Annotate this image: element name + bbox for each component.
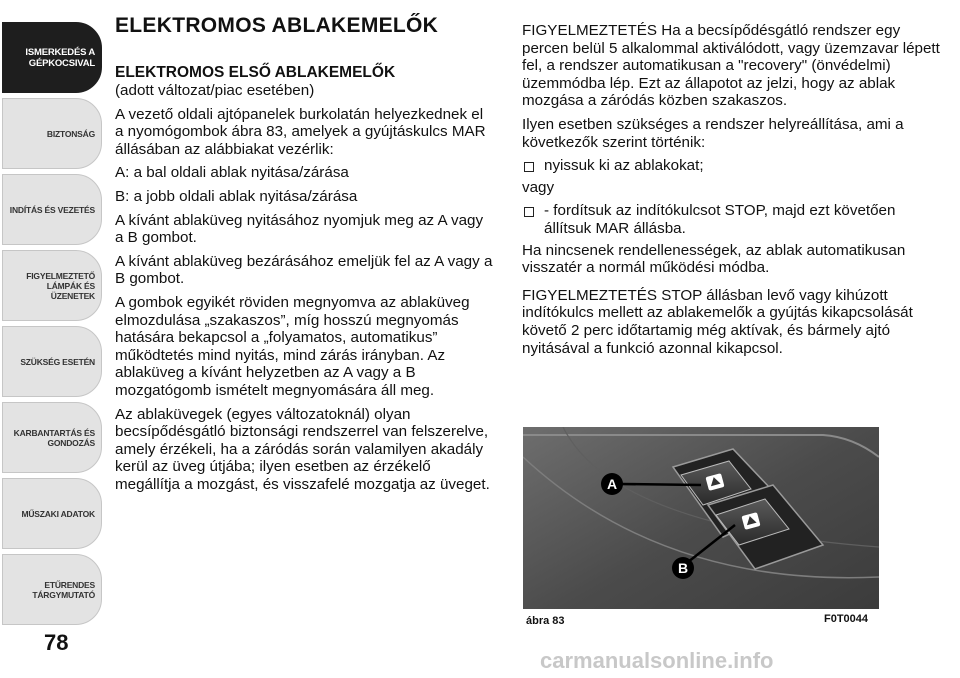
tab-targymutato[interactable]: ETŰRENDES TÁRGYMUTATÓ <box>2 554 102 625</box>
warning-paragraph: FIGYELMEZTETÉS STOP állásban levő vagy kihúzott indítókulcs mellett az ablakemelők a gyújtás kikapcsolását követő 2 perc időtartamig még aktívak, és bármely ajtó nyitásával a funkció azonnal kikapcsol. <box>522 286 913 357</box>
tab-inditas[interactable]: INDÍTÁS ÉS VEZETÉS <box>2 174 102 245</box>
paragraph: Ilyen esetben szükséges a rendszer helyreállítása, ami a következők szerint történik: <box>522 115 904 151</box>
tab-muszaki[interactable]: MŰSZAKI ADATOK <box>2 478 102 549</box>
checkbox-bullet-icon <box>524 162 534 172</box>
tab-szukseg[interactable]: SZÜKSÉG ESETÉN <box>2 326 102 397</box>
tab-biztonsag[interactable]: BIZTONSÁG <box>2 98 102 169</box>
figure-caption: ábra 83 <box>526 615 565 627</box>
paragraph: Ha nincsenek rendellenességek, az ablak automatikusan visszatér a normál működési módba. <box>522 241 906 277</box>
paragraph: A kívánt ablaküveg nyitásához nyomjuk meg az A vagy a B gombot. <box>115 211 484 247</box>
watermark: carmanualsonline.info <box>540 648 774 673</box>
paragraph: A: a bal oldali ablak nyitása/zárása <box>115 164 349 182</box>
subsection-title: ELEKTROMOS ELSŐ ABLAKEMELŐK <box>115 64 396 81</box>
chapter-sidebar <box>2 22 104 629</box>
list-item: - fordítsuk az indítókulcsot STOP, majd ezt követően állítsuk MAR állásba. <box>522 202 942 237</box>
paragraph: A vezető oldali ajtópanelek burkolatán helyezkednek el a nyomógombok ábra 83, amelyek a gyújtáskulcs MAR állásában az alábbiakat vezérlik: <box>115 105 486 158</box>
right-column <box>522 22 942 363</box>
paragraph: vagy <box>522 178 555 196</box>
svg-text:B: B <box>677 560 689 576</box>
tab-figyelmezteto[interactable]: FIGYELMEZTETŐ LÁMPÁK ÉS ÜZENETEK <box>2 250 102 321</box>
paragraph: A gombok egyikét röviden megnyomva az ablaküveg elmozdulása „szakaszos”, míg hosszú megnyomás hatására bekapcsol a „folyamatos, automatikus” működtetés mind nyitás, mind zárás irányban. Az ablaküveg a kívánt helyzetben az A vagy a B mozgatógomb ismételt megnyomására áll meg. <box>115 293 470 399</box>
figure-code: F0T0044 <box>824 613 869 625</box>
paragraph: A kívánt ablaküveg bezárásához emeljük fel az A vagy a B gombot. <box>115 252 493 288</box>
window-switch-figure <box>523 427 879 629</box>
tab-karbantartas[interactable]: KARBANTARTÁS ÉS GONDOZÁS <box>2 402 102 473</box>
list-item: nyissuk ki az ablakokat; <box>522 157 942 175</box>
tab-ismerkedes[interactable]: ISMERKEDÉS A GÉPKOCSIVAL <box>2 22 102 93</box>
subsection-note: (adott változat/piac esetében) <box>115 82 315 99</box>
paragraph: B: a jobb oldali ablak nyitása/zárása <box>115 187 358 205</box>
svg-text:A: A <box>606 476 618 492</box>
left-column <box>115 14 495 499</box>
section-title: ELEKTROMOS ABLAKEMELŐK <box>115 14 439 37</box>
checkbox-bullet-icon <box>524 207 534 217</box>
paragraph: Az ablaküvegek (egyes változatoknál) olyan becsípődésgátló biztonsági rendszerrel van felszerelve, amely érzékeli, ha a záródás során valamilyen akadály kerül az üveg útjába; ilyen esetben az érzékelő megállítja a mozgást, és visszafelé mozgatja az üveget. <box>115 405 490 493</box>
page-number: 78 <box>44 630 69 655</box>
warning-paragraph: FIGYELMEZTETÉS Ha a becsípődésgátló rendszer egy percen belül 5 alkalommal aktiválódott, vagy üzemzavar lépett fel, a rendszer automatikusan a "recovery" (önvédelmi) üzemmódba lép. Ezt az állapotot az jelzi, hogy az ablak mozgása a záródás közben szakaszos. <box>522 22 940 110</box>
